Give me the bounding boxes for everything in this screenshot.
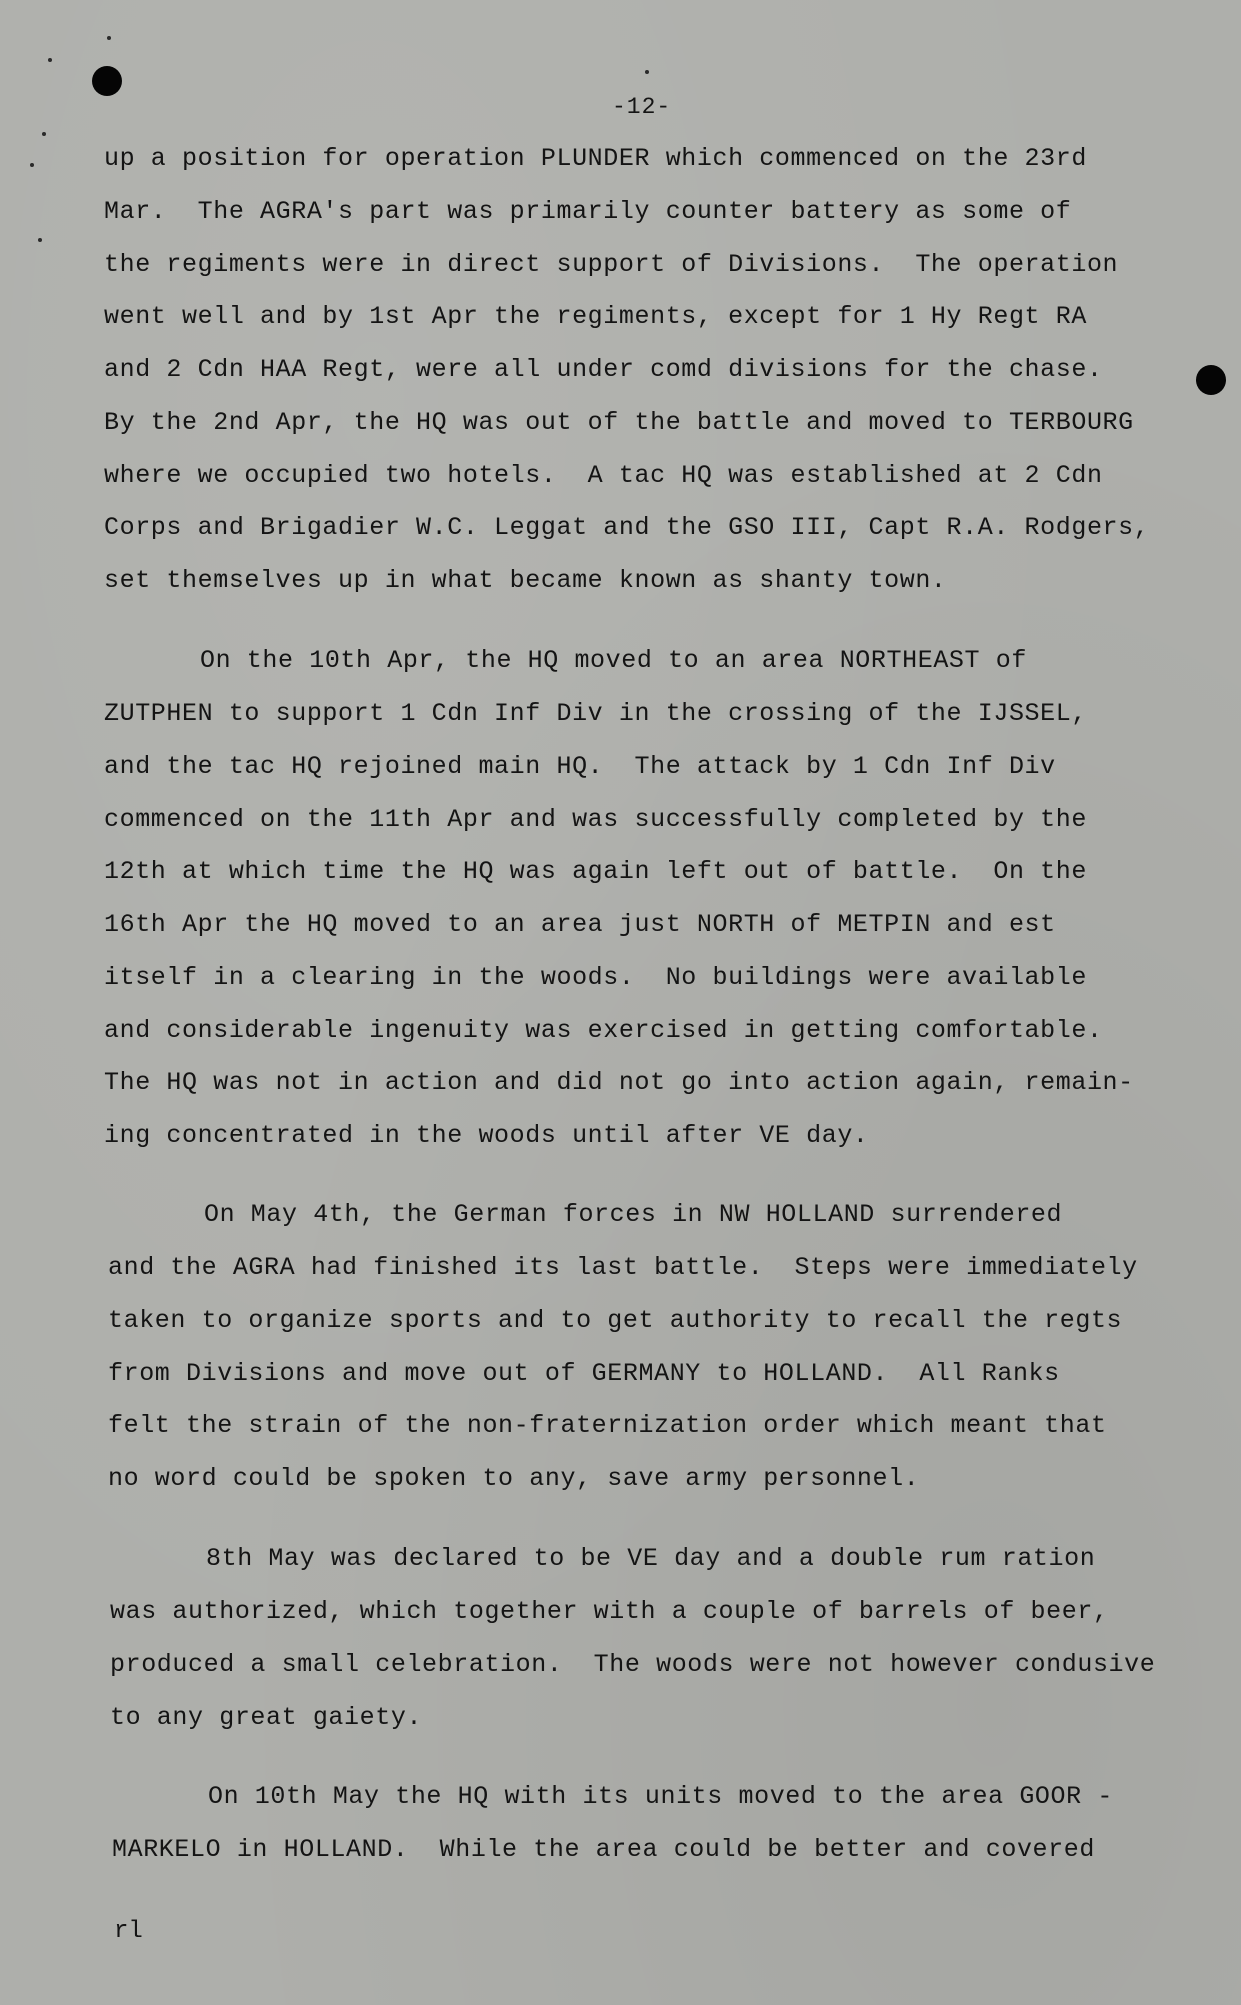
text-line: and the tac HQ rejoined main HQ. The attack by 1 Cdn Inf Div — [104, 752, 1056, 781]
speck — [42, 132, 46, 136]
punch-hole-right — [1196, 365, 1226, 395]
text-line: and the AGRA had finished its last battle. Steps were immediately — [108, 1253, 1138, 1282]
text-line: went well and by 1st Apr the regiments, except for 1 Hy Regt RA — [104, 302, 1087, 331]
text-line: taken to organize sports and to get authority to recall the regts — [108, 1306, 1123, 1335]
text-line: where we occupied two hotels. A tac HQ was established at 2 Cdn — [104, 461, 1103, 490]
speck — [48, 58, 52, 62]
text-line: and considerable ingenuity was exercised in getting comfortable. — [104, 1016, 1103, 1045]
text-line: no word could be spoken to any, save army personnel. — [108, 1464, 920, 1493]
text-line: to any great gaiety. — [110, 1703, 423, 1732]
text-line: ZUTPHEN to support 1 Cdn Inf Div in the crossing of the IJSSEL, — [104, 699, 1087, 728]
text-line: 12th at which time the HQ was again left out of battle. On the — [104, 857, 1087, 886]
typist-initials: rl — [114, 1918, 143, 1945]
text-line: from Divisions and move out of GERMANY to HOLLAND. All Ranks — [108, 1359, 1060, 1388]
text-line: On 10th May the HQ with its units moved to the area GOOR - — [208, 1782, 1113, 1811]
text-line: The HQ was not in action and did not go into action again, remain- — [104, 1068, 1134, 1097]
text-line: 8th May was declared to be VE day and a double rum ration — [206, 1544, 1096, 1573]
text-line: 16th Apr the HQ moved to an area just NORTH of METPIN and est — [104, 910, 1056, 939]
text-line: itself in a clearing in the woods. No buildings were available — [104, 963, 1087, 992]
text-line: MARKELO in HOLLAND. While the area could be better and covered — [112, 1835, 1095, 1864]
page-number: -12- — [612, 94, 672, 120]
text-line: produced a small celebration. The woods were not however condusive — [110, 1650, 1156, 1679]
speck — [107, 36, 111, 40]
text-line: commenced on the 11th Apr and was successfully completed by the — [104, 805, 1087, 834]
text-line: On May 4th, the German forces in NW HOLLAND surrendered — [204, 1200, 1063, 1229]
text-line: was authorized, which together with a couple of barrels of beer, — [110, 1597, 1109, 1626]
text-line: the regiments were in direct support of Divisions. The operation — [104, 250, 1119, 279]
text-line: and 2 Cdn HAA Regt, were all under comd divisions for the chase. — [104, 355, 1103, 384]
text-line: Mar. The AGRA's part was primarily counter battery as some of — [104, 197, 1072, 226]
text-line: felt the strain of the non-fraternization order which meant that — [108, 1411, 1107, 1440]
speck — [38, 238, 42, 242]
speck — [645, 70, 649, 74]
text-line: ing concentrated in the woods until after VE day. — [104, 1121, 869, 1150]
text-line: By the 2nd Apr, the HQ was out of the battle and moved to TERBOURG — [104, 408, 1134, 437]
text-line: Corps and Brigadier W.C. Leggat and the GSO III, Capt R.A. Rodgers, — [104, 513, 1150, 542]
punch-hole-left — [92, 66, 122, 96]
text-line: set themselves up in what became known as shanty town. — [104, 566, 947, 595]
text-line: On the 10th Apr, the HQ moved to an area NORTHEAST of — [200, 646, 1027, 675]
text-line: up a position for operation PLUNDER which commenced on the 23rd — [104, 144, 1087, 173]
speck — [30, 163, 34, 167]
